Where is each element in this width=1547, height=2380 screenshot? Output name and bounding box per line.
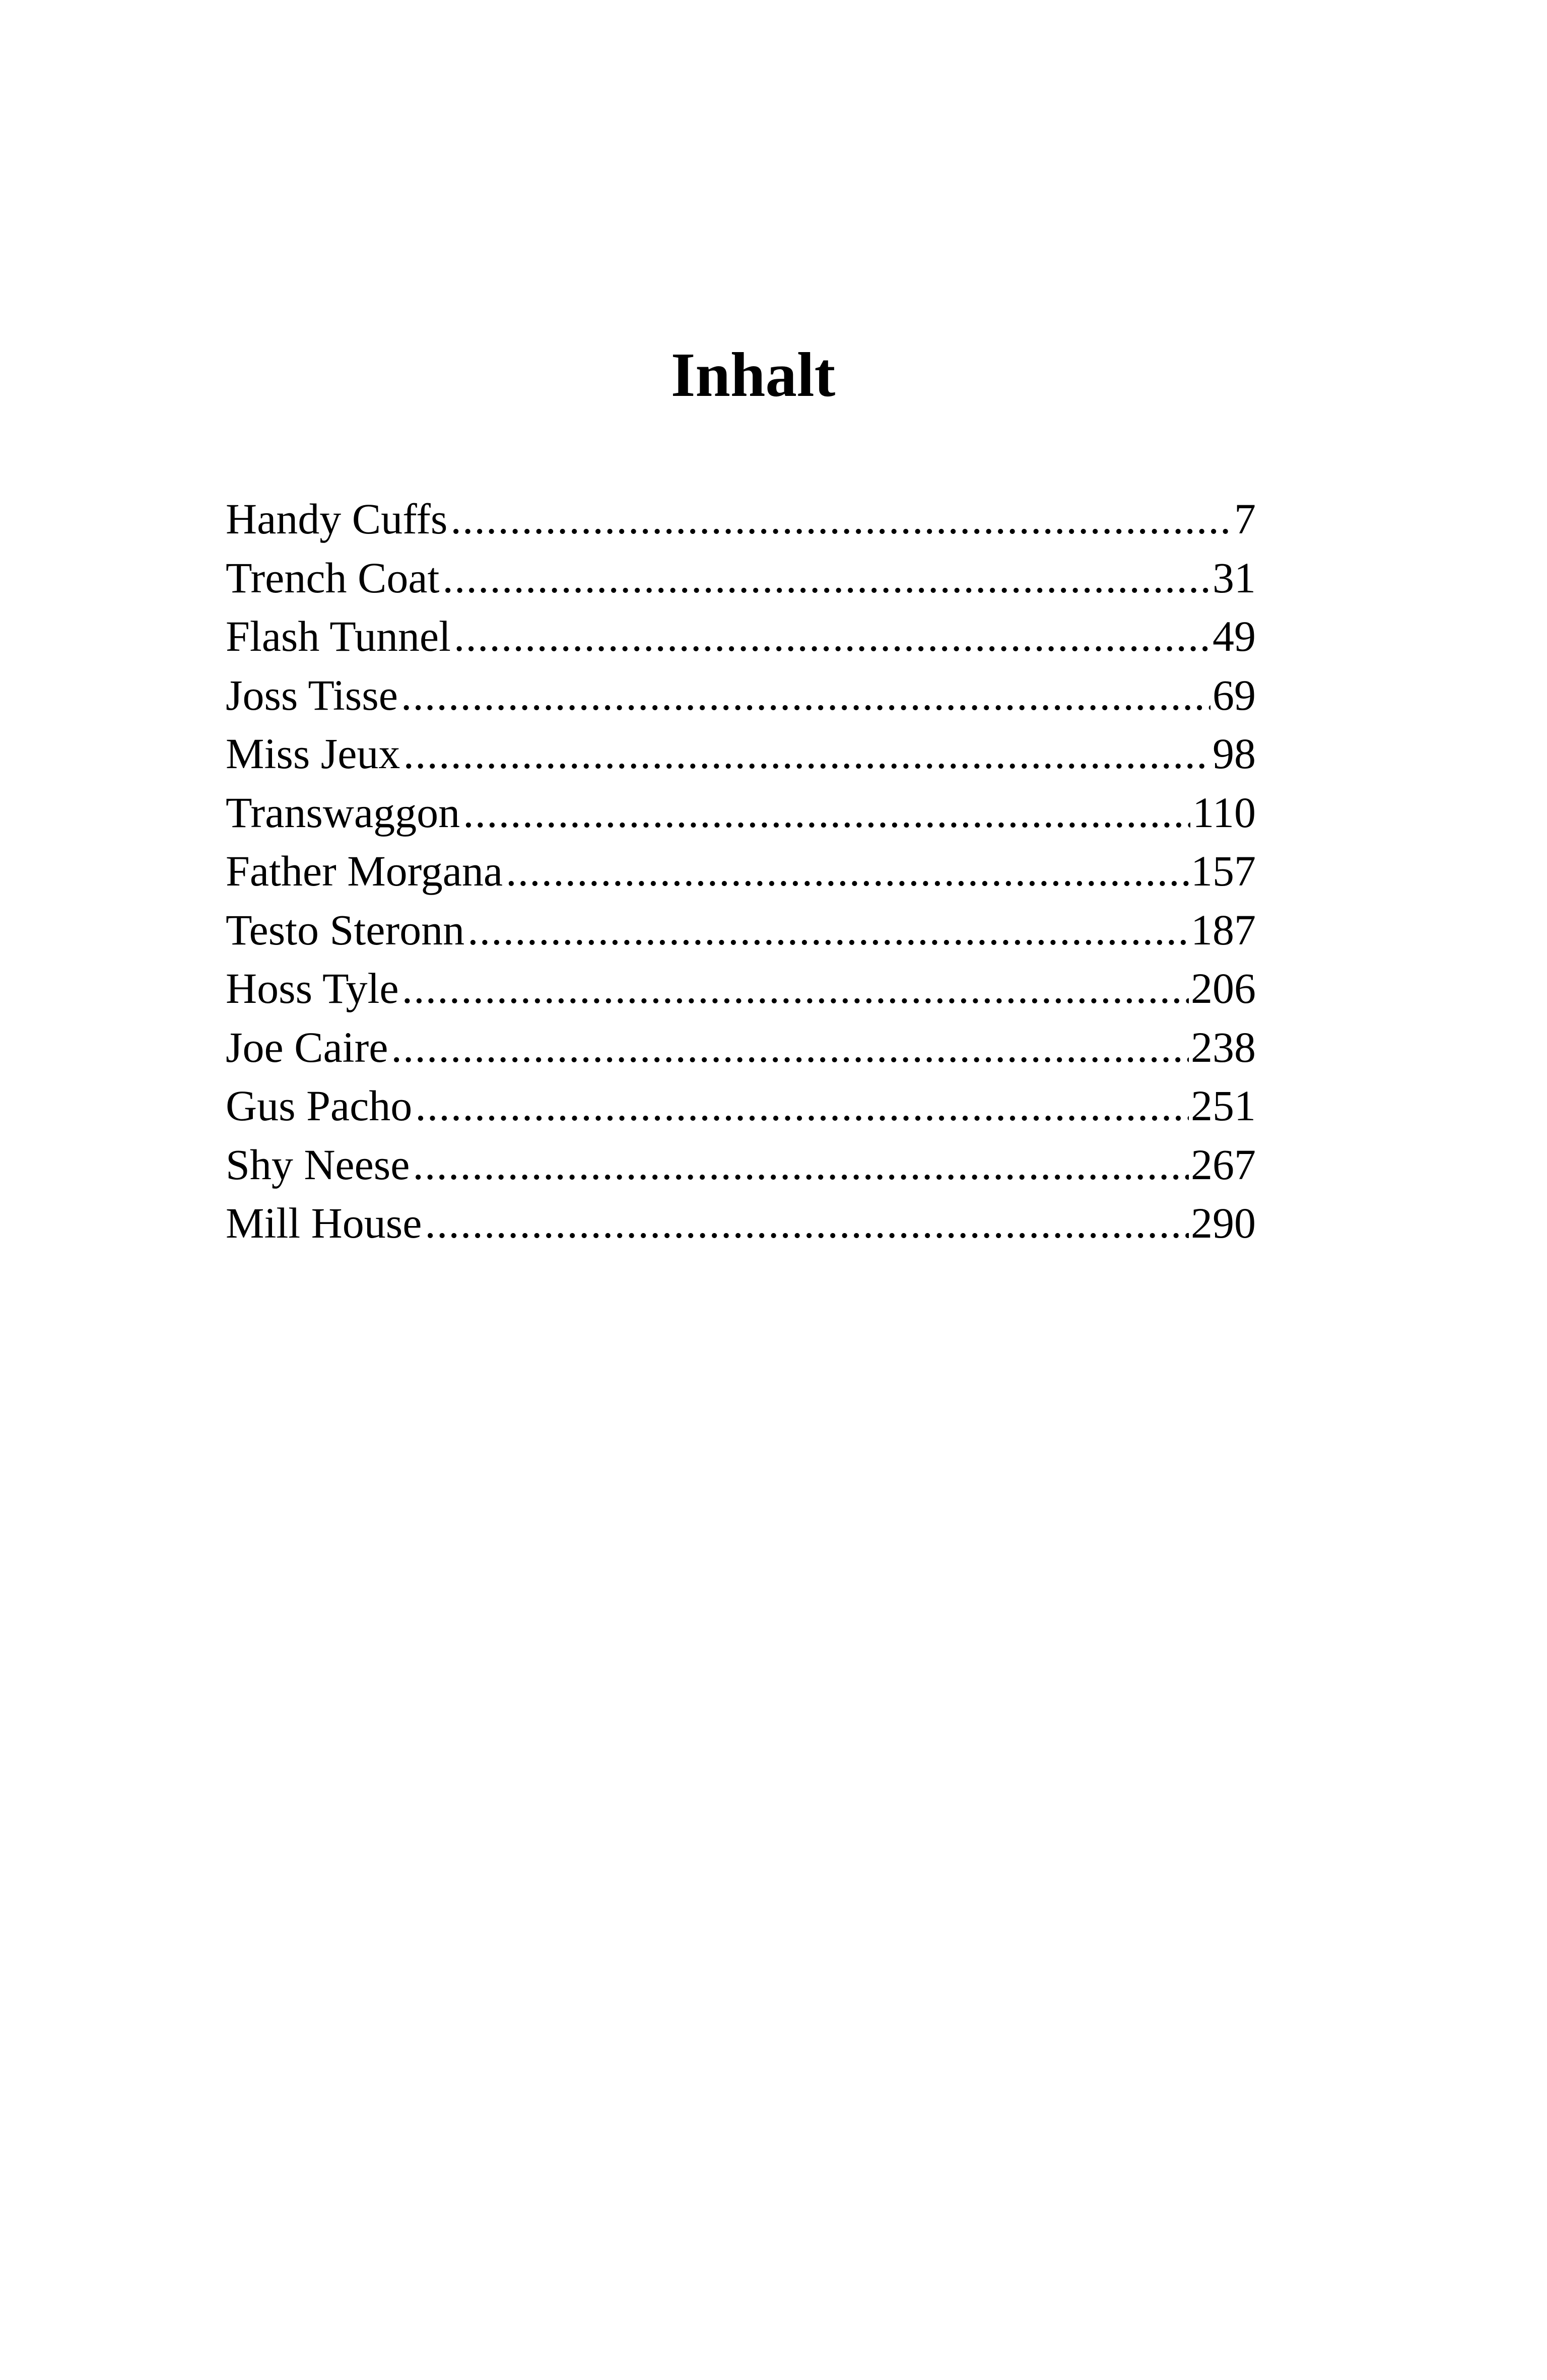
toc-entry-title: Handy Cuffs (226, 495, 448, 543)
page-title: Inhalt (670, 341, 836, 410)
toc-dot-leader (454, 607, 1210, 666)
toc-dot-leader (401, 666, 1210, 725)
toc-entry-page-number: 98 (1213, 729, 1256, 778)
toc-entry-title: Father Morgana (226, 847, 503, 895)
table-of-contents (226, 490, 1256, 1253)
toc-entry (226, 1135, 1256, 1194)
toc-entry-page-number: 31 (1213, 553, 1256, 602)
toc-entry (226, 842, 1256, 901)
toc-entry (226, 666, 1256, 725)
toc-entry-title: Gus Pacho (226, 1081, 413, 1130)
toc-dot-leader (415, 1076, 1189, 1135)
toc-dot-leader (506, 842, 1189, 901)
toc-dot-leader (413, 1135, 1189, 1194)
toc-entry-title: Mill House (226, 1199, 422, 1247)
toc-dot-leader (442, 549, 1210, 607)
toc-entry-page-number: 238 (1191, 1023, 1256, 1071)
toc-entry-page-number: 187 (1191, 905, 1256, 954)
toc-dot-leader (463, 783, 1190, 842)
toc-entry-title: Transwaggon (226, 788, 460, 837)
toc-entry-title: Testo Steronn (226, 905, 465, 954)
toc-entry (226, 959, 1256, 1018)
toc-dot-leader (391, 1018, 1189, 1077)
toc-entry-title: Trench Coat (226, 553, 440, 602)
toc-dot-leader (450, 490, 1232, 549)
toc-entry-title: Miss Jeux (226, 729, 400, 778)
toc-entry (226, 549, 1256, 607)
toc-entry-page-number: 110 (1192, 788, 1256, 837)
toc-dot-leader (467, 901, 1189, 960)
toc-entry-page-number: 49 (1213, 612, 1256, 660)
toc-entry-page-number: 69 (1213, 670, 1256, 719)
toc-entry (226, 1194, 1256, 1253)
toc-entry-title: Shy Neese (226, 1140, 410, 1189)
toc-entry (226, 1076, 1256, 1135)
toc-entry (226, 783, 1256, 842)
toc-entry-page-number: 7 (1234, 495, 1256, 543)
toc-entry-title: Hoss Tyle (226, 964, 399, 1012)
toc-dot-leader (403, 724, 1210, 783)
toc-entry-page-number: 157 (1191, 847, 1256, 895)
toc-entry (226, 490, 1256, 549)
toc-entry (226, 607, 1256, 666)
toc-entry (226, 724, 1256, 783)
toc-entry (226, 1018, 1256, 1077)
toc-entry-title: Joss Tisse (226, 670, 398, 719)
toc-entry-page-number: 206 (1191, 964, 1256, 1012)
toc-entry-page-number: 251 (1191, 1081, 1256, 1130)
toc-entry-title: Flash Tunnel (226, 612, 451, 660)
toc-entry (226, 901, 1256, 960)
toc-entry-page-number: 290 (1191, 1199, 1256, 1247)
toc-entry-title: Joe Caire (226, 1023, 388, 1071)
toc-dot-leader (402, 959, 1189, 1018)
toc-dot-leader (425, 1194, 1189, 1253)
toc-entry-page-number: 267 (1191, 1140, 1256, 1189)
